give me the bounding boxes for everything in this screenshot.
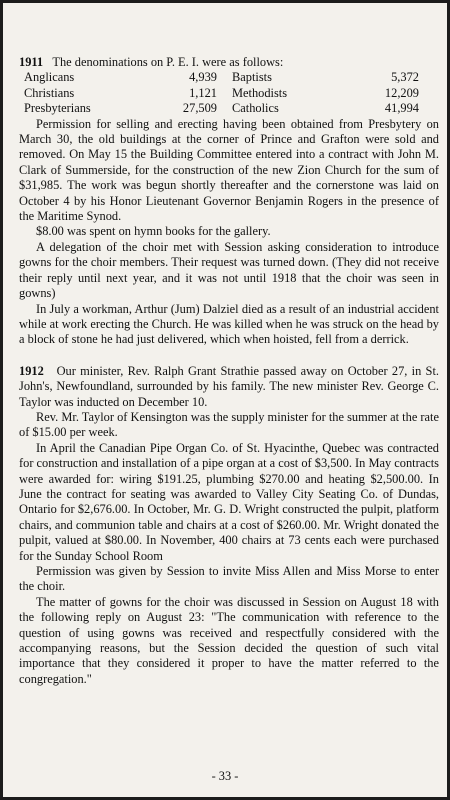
year-heading-1912: 1912 (19, 363, 44, 378)
paragraph: Rev. Mr. Taylor of Kensington was the supply minister for the summer at the rate of $15.00 per week. (19, 409, 439, 440)
paragraph: Permission was given by Session to invite Miss Allen and Miss Morse to enter the choir. (19, 564, 439, 594)
denomination-name: Presbyterians (24, 101, 91, 116)
page-body (19, 55, 439, 687)
table-row (24, 70, 419, 85)
denomination-name: Baptists (232, 70, 272, 85)
denomination-count: 4,939 (189, 70, 217, 85)
year-heading-1911: 1911 (19, 55, 44, 69)
paragraph: Permission for selling and erecting having been obtained from Presbytery on March 30, the old buildings at the corner of Prince and Grafton were sold and removed. On May 15 the Building Committee entered into a contract with John M. Clark of Summerside, for the construction of the new Zion Church for the sum of $31,985. The work was begun shortly thereafter and the cornerstone was laid on October 4 by his Honor Lieutenant Governor Benjamin Rogers in the presence of the Maritime Synod. (19, 116, 439, 224)
denomination-count: 5,372 (391, 70, 419, 85)
denominations-intro: The denominations on P. E. I. were as follows: (52, 55, 284, 69)
page-number: - 33 - (211, 769, 239, 783)
denominations-table (24, 70, 419, 116)
document-page (3, 3, 447, 797)
paragraph: $8.00 was spent on hymn books for the gallery. (36, 224, 271, 239)
paragraph-text: Our minister, Rev. Ralph Grant Strathie passed away on October 27, in St. John's, Newfoundland, surrounded by his family. The new minister Rev. George C. Taylor was inducted on December 10. (19, 363, 439, 409)
denomination-name: Catholics (232, 101, 279, 116)
section-1911-intro (19, 55, 439, 70)
denomination-count: 12,209 (384, 85, 419, 100)
paragraph: The matter of gowns for the choir was discussed in Session on August 18 with the following reply on August 23: "The communication with reference to the question of using gowns was received and respectfully considered with the accompanying reasons, but the Session decided the question of such vital importance that they considered it proper to have the matter referred to the congregation." (19, 594, 439, 686)
table-row (24, 86, 419, 101)
section-1912-first (19, 364, 439, 410)
denomination-name: Methodists (232, 85, 288, 100)
denomination-count: 41,994 (384, 101, 419, 116)
denomination-name: Christians (24, 85, 75, 100)
paragraph: In April the Canadian Pipe Organ Co. of St. Hyacinthe, Quebec was contracted for construction and installation of a pipe organ at a cost of $3,500. In May contracts were awarded for: wiring $191.25, plumbing $270.00 and heating $2,500.00. In June the contract for seating was awarded to Valley City Seating Co. of Dundas, Ontario for $2,676.00. In October, Mr. G. D. Wright constructed the pulpit, platform chairs, and communion table and chairs at a cost of $260.00. Mr. Wright donated the pulpit, valued at $80.00. In November, 400 chairs at 73 cents each were purchased for the Sunday School Room (19, 440, 439, 563)
denomination-name: Anglicans (24, 70, 75, 85)
paragraph: In July a workman, Arthur (Jum) Dalziel died as a result of an industrial accident while at work erecting the Church. He was killed when he was struck on the head by a block of stone he had just delivered, which when hoisted, fell from a derrick. (19, 301, 439, 347)
table-row (24, 101, 419, 116)
denomination-count: 27,509 (182, 101, 217, 116)
paragraph: A delegation of the choir met with Session asking consideration to introduce gowns for the choir members. Their request was turned down. (They did not receive their reply until next year, and it was not until 1918 that the choir was seen in gowns) (19, 239, 439, 301)
denomination-count: 1,121 (189, 85, 217, 100)
section-spacer (19, 348, 439, 364)
